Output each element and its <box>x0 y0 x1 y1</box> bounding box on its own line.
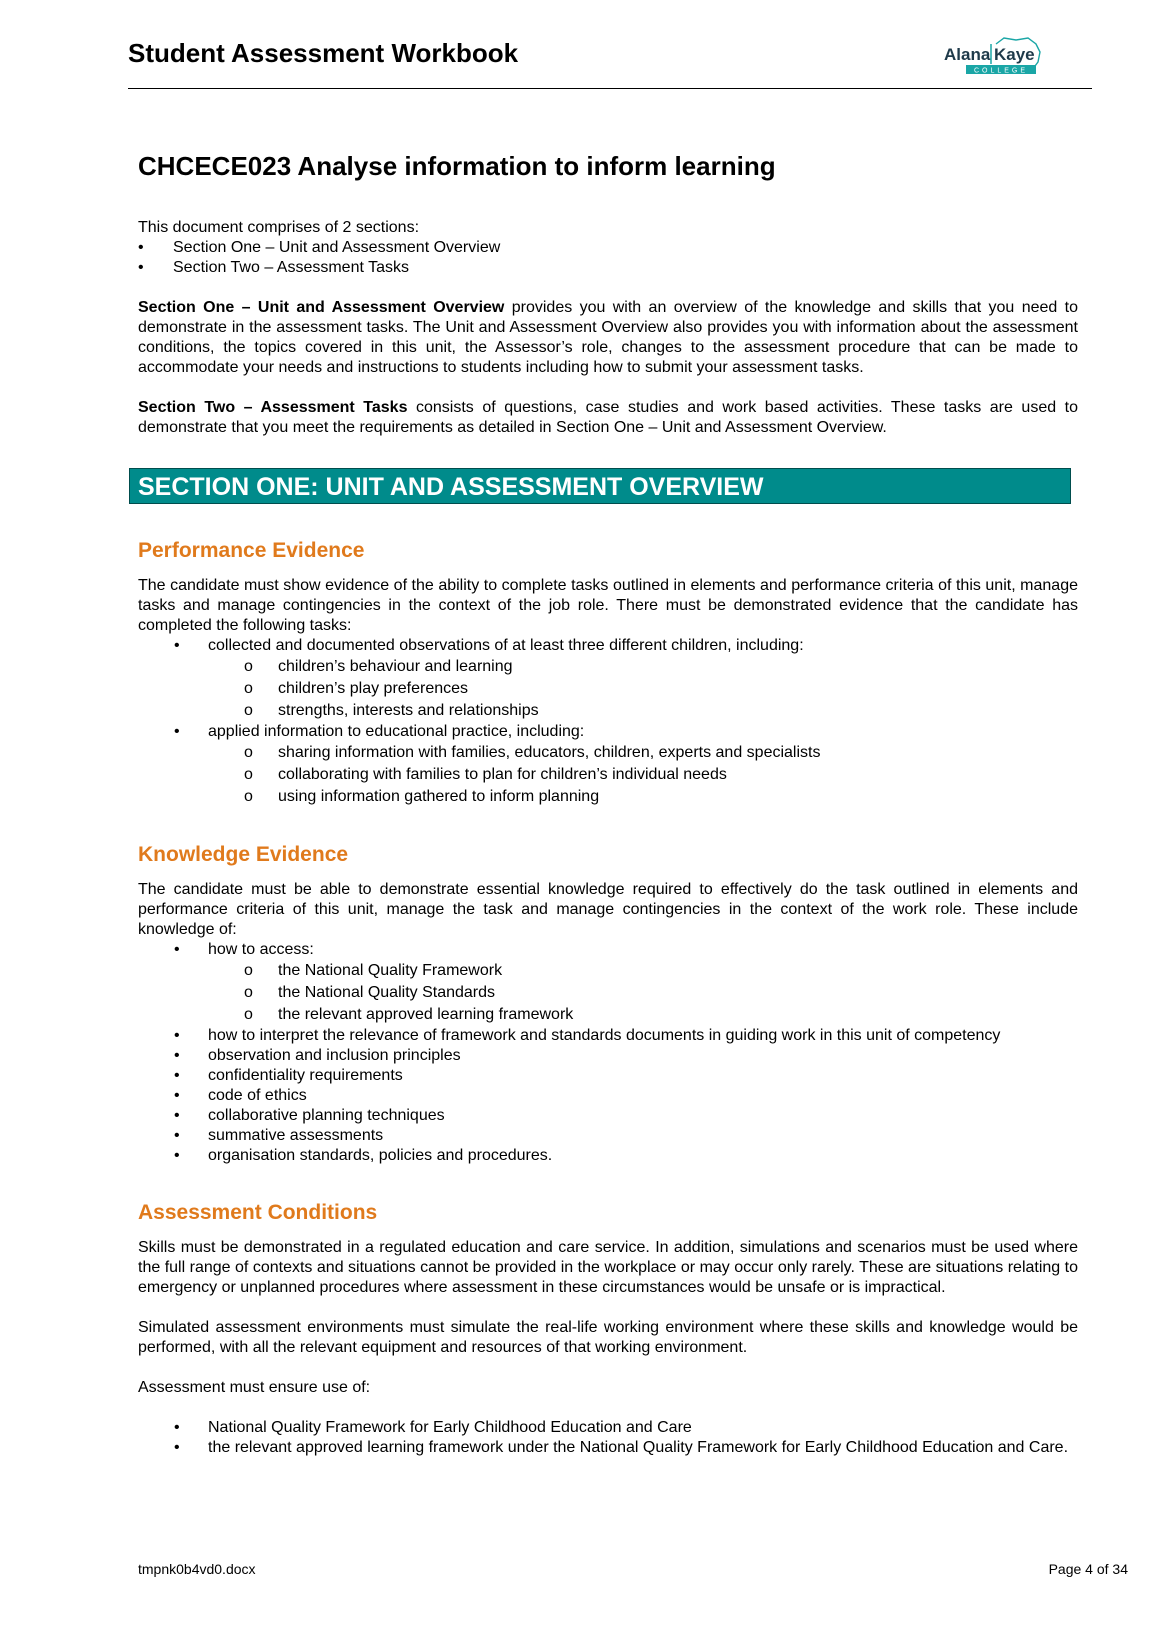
assessment-conditions-heading: Assessment Conditions <box>138 1201 378 1224</box>
page-header <box>128 36 1092 89</box>
list-item: • observation and inclusion principles <box>174 1047 461 1064</box>
performance-evidence-heading: Performance Evidence <box>138 539 365 562</box>
conditions-list <box>138 1418 1078 1458</box>
document-title: CHCECE023 Analyse information to inform learning <box>138 151 776 181</box>
sub-list-item: o sharing information with families, educators, children, experts and specialists <box>244 744 821 761</box>
college-logo <box>944 36 1054 82</box>
list-item: • Section Two – Assessment Tasks <box>138 258 1078 278</box>
knowledge-evidence-heading: Knowledge Evidence <box>138 843 349 866</box>
sub-list-item: o collaborating with families to plan for children’s individual needs <box>244 766 727 783</box>
section-banner: SECTION ONE: UNIT AND ASSESSMENT OVERVIEW <box>129 468 1071 504</box>
list-item: • how to interpret the relevance of framework and standards documents in guiding work in this unit of competency <box>174 1027 1001 1044</box>
section-one-description: Section One – Unit and Assessment Overview provides you with an overview of the knowledge and skills that you need to demonstrate in the assessment tasks. The Unit and Assessment Overview also provides you with information about the assessment conditions, the topics covered in this unit, the Assessor’s role, changes to the assessment procedure that can be made to accommodate your needs and instructions to students including how to submit your assessment tasks. <box>138 299 1078 376</box>
logo-name-kaye: Kaye <box>994 45 1035 64</box>
sub-list-item: o the National Quality Standards <box>244 984 496 1001</box>
sub-list-item: o strengths, interests and relationships <box>244 702 539 719</box>
list-item: • Section One – Unit and Assessment Overview <box>138 238 1078 258</box>
list-item: • collected and documented observations of at least three different children, including: o children’s behaviour and learning o children’s play preferences o strengths, interests and relationships <box>138 636 1078 722</box>
list-item: • summative assessments <box>174 1127 384 1144</box>
list-item: • organisation standards, policies and procedures. <box>174 1147 553 1164</box>
sub-list-item: o children’s behaviour and learning <box>244 658 513 675</box>
sections-list <box>138 238 1078 278</box>
sub-list-item: o using information gathered to inform planning <box>244 788 600 805</box>
logo-name-alana: Alana <box>944 45 991 64</box>
footer-page-number: Page 4 of 34 <box>1048 1561 1128 1577</box>
list-item: • applied information to educational practice, including: o sharing information with families, educators, children, experts and specialists o collaborating with families to plan for children’s individual needs o using information gathered to inform planning <box>138 722 1078 808</box>
list-item: • how to access: o the National Quality Framework o the National Quality Standards o the relevant approved learning framework <box>138 940 1078 1026</box>
sub-list-item: o the relevant approved learning framework <box>244 1006 574 1023</box>
list-item: • National Quality Framework for Early Childhood Education and Care <box>174 1419 692 1436</box>
footer-filename: tmpnk0b4vd0.docx <box>138 1561 256 1577</box>
header-title: Student Assessment Workbook <box>128 38 519 68</box>
knowledge-list <box>138 940 1078 1166</box>
section-two-description: Section Two – Assessment Tasks consists of questions, case studies and work based activities. These tasks are used to demonstrate that you meet the requirements as detailed in Section One – Unit and Assessment Overview. <box>138 399 1078 436</box>
logo-subtitle: COLLEGE <box>973 67 1029 75</box>
knowledge-intro: The candidate must be able to demonstrate essential knowledge required to effectively do the task outlined in elements and performance criteria of this unit, manage the task and manage contingencies in the context of the work role. These include knowledge of: <box>138 881 1078 938</box>
sub-list-item: o the National Quality Framework <box>244 962 503 979</box>
performance-intro: The candidate must show evidence of the ability to complete tasks outlined in elements and performance criteria of this unit, manage tasks and manage contingencies in the context of the job role. There must be demonstrated evidence that the candidate has completed the following tasks: <box>138 577 1078 634</box>
sub-list-item: o children’s play preferences <box>244 680 469 697</box>
section-one-label: Section One – Unit and Assessment Overview <box>138 299 505 316</box>
list-item: • confidentiality requirements <box>174 1067 403 1084</box>
section-two-label: Section Two – Assessment Tasks <box>138 399 408 416</box>
conditions-para-2: Simulated assessment environments must simulate the real-life working environment where these skills and knowledge would be performed, with all the relevant equipment and resources of that working environment. <box>138 1319 1078 1356</box>
conditions-para-1: Skills must be demonstrated in a regulated education and care service. In addition, simulations and scenarios must be used where the full range of contexts and situations cannot be provided in the workplace or may occur only rarely. These are situations relating to emergency or unplanned procedures where assessment in these circumstances would be unsafe or is impractical. <box>138 1239 1078 1296</box>
list-item: • code of ethics <box>174 1087 307 1104</box>
performance-list <box>138 636 1078 808</box>
page-content <box>138 150 1078 1458</box>
list-item: • collaborative planning techniques <box>174 1107 445 1124</box>
list-item: • the relevant approved learning framework under the National Quality Framework for Early Childhood Education and Care. <box>174 1439 1069 1456</box>
intro-text: This document comprises of 2 sections: <box>138 219 420 236</box>
conditions-para-3: Assessment must ensure use of: <box>138 1379 371 1396</box>
